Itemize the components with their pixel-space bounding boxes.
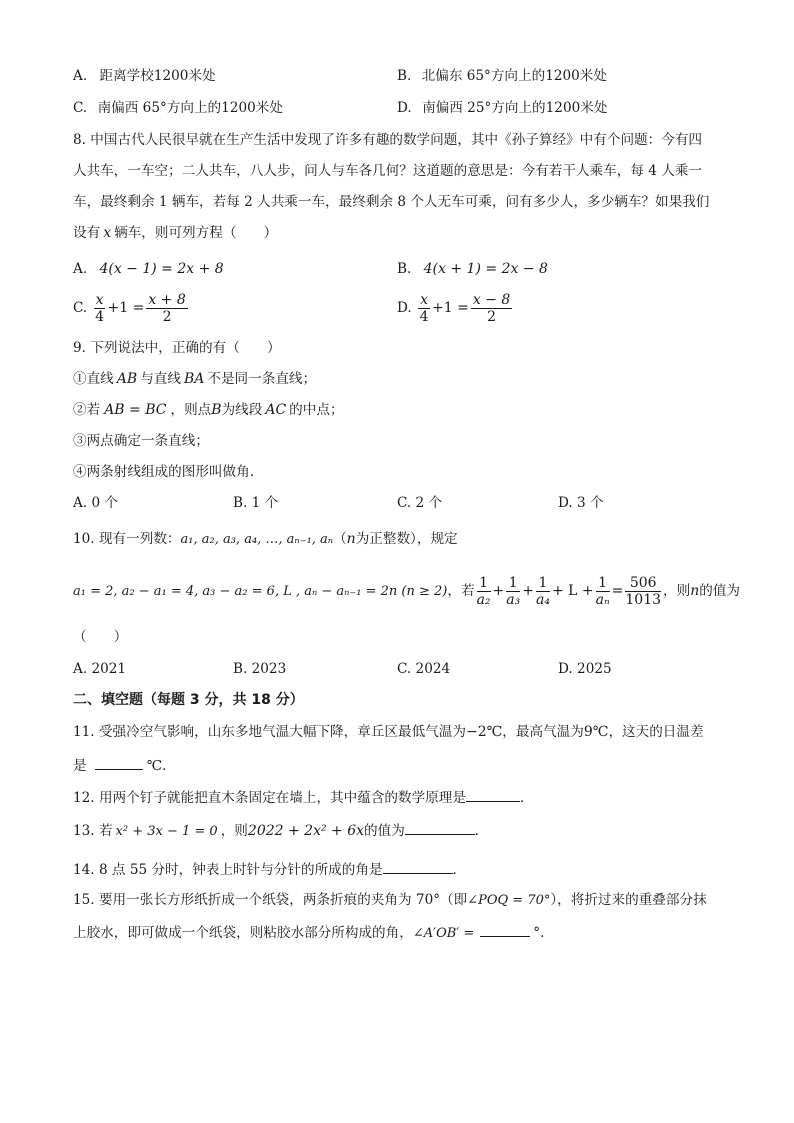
option-label: A. <box>73 68 88 84</box>
q7-option-b <box>397 67 607 85</box>
q10-option-d: D. 2025 <box>558 661 612 677</box>
fraction: $\frac{1}{\text{a₄}}$ <box>535 575 550 608</box>
answer-blank[interactable] <box>383 859 453 874</box>
answer-blank[interactable] <box>466 787 520 802</box>
q14-line: 14. 8 点 55 分时，钟表上时针与分针的所成的角是 ． <box>73 859 466 879</box>
q8-stem-line-1: 8. 中国古代人民很早就在生产生活中发现了许多有趣的数学问题，其中《孙子算经》中有个问题：今有四 <box>73 132 703 148</box>
q8-stem-line-4 <box>73 224 277 242</box>
fraction: $\frac{1}{\text{a₂}}$ <box>476 575 491 608</box>
option-label: B. <box>397 261 412 277</box>
q9-option-a: A. 0 个 <box>73 495 119 511</box>
q10-stem: 10. 现有一列数：a₁, a₂, a₃, a₄, …, aₙ₋₁, aₙ（n为正整数），规定 <box>73 531 458 547</box>
q10-option-c: C. 2024 <box>397 661 451 677</box>
fraction: $\frac{x + 8}{2}$ <box>148 292 186 325</box>
equation-part: +1 = <box>431 300 469 316</box>
option-label: D. <box>397 100 412 116</box>
q10-paren: （ ） <box>73 629 128 645</box>
answer-blank[interactable] <box>405 820 475 835</box>
q8-stem-line-2: 人共车，一车空；二人共车，八人步，问人与车各几何？这道题的意思是：今有若干人乘车，每 4 人乘一 <box>73 163 703 179</box>
fraction: $\frac{x}{4}$ <box>95 292 104 325</box>
fraction: $\frac{1}{\text{a₃}}$ <box>506 575 521 608</box>
variable: x <box>103 225 112 241</box>
q15-line-2: 上胶水，即可做成一个纸袋，则粘胶水部分所构成的角，∠A′OB′ = °. <box>73 922 544 943</box>
fraction: $\frac{x - 8}{2}$ <box>472 292 511 325</box>
text: 设有 <box>73 225 101 241</box>
q10-option-b: B. 2023 <box>233 661 287 677</box>
q8-option-c <box>73 292 190 325</box>
q8-option-a <box>73 260 224 278</box>
q9-statement-2: ②若 AB = BC ，则点B为线段 AC 的中点； <box>73 402 344 418</box>
answer-blank[interactable] <box>95 755 143 770</box>
text: 辆车，则可列方程（ ） <box>114 225 278 241</box>
q11-line-2: 是 ℃. <box>73 755 166 775</box>
equation: 4(x − 1) = 2x + 8 <box>99 261 224 277</box>
q8-option-d <box>397 292 514 325</box>
q12-line: 12. 用两个钉子就能把直木条固定在墙上，其中蕴含的数学原理是 ． <box>73 787 534 807</box>
q7-option-d <box>397 99 607 117</box>
option-text: 南偏西 65°方向上的1200米处 <box>97 100 283 116</box>
q9-option-b: B. 1 个 <box>233 495 279 511</box>
q15-line-1: 15. 要用一张长方形纸折成一个纸袋，两条折痕的夹角为 70°（即∠POQ = 70°），将折过来的重叠部分抹 <box>73 892 707 908</box>
section-title: 二、填空题（每题 3 分，共 18 分） <box>73 692 304 708</box>
q7-option-c <box>73 99 283 117</box>
q8-stem-line-3: 车，最终剩余 1 辆车，若每 2 人共乘一车，最终剩余 8 个人无车可乘，问有多少人，多少辆车？如果我们 <box>73 194 710 210</box>
q9-statement-1: ①直线 AB 与直线 BA 不是同一条直线； <box>73 371 317 387</box>
fraction: $\frac{1}{\text{aₙ}}$ <box>595 575 610 608</box>
option-text: 距离学校1200米处 <box>99 68 216 84</box>
equation-part: +1 = <box>107 300 145 316</box>
q8-option-b <box>397 260 548 278</box>
q7-option-a <box>73 67 216 85</box>
q9-statement-4: ④两条射线组成的图形叫做角． <box>73 464 264 480</box>
option-label: C. <box>73 300 88 316</box>
answer-blank[interactable] <box>480 922 530 937</box>
q9-statement-3: ③两点确定一条直线； <box>73 433 209 449</box>
equation: 4(x + 1) = 2x − 8 <box>423 261 548 277</box>
fraction: $\frac{x}{4}$ <box>419 292 429 325</box>
q10-option-a: A. 2021 <box>73 661 127 677</box>
q9-stem: 9. 下列说法中，正确的有（ ） <box>73 340 281 356</box>
option-label: B. <box>397 68 412 84</box>
recurrence: a₁ = 2, a₂ − a₁ = 4, a₃ − a₂ = 6, L , aₙ − aₙ₋₁ = 2n (n ≥ 2) <box>73 584 448 599</box>
q9-option-c: C. 2 个 <box>397 495 443 511</box>
q13-line: 13. 若 x² + 3x − 1 = 0 ，则2022 + 2x² + 6x的值为 ． <box>73 820 488 841</box>
option-text: 南偏西 25°方向上的1200米处 <box>422 100 608 116</box>
q10-condition: a₁ = 2, a₂ − a₁ = 4, a₃ − a₂ = 6, L , aₙ − aₙ₋₁ = 2n (n ≥ 2)，若 $\frac{1}{\text{a₂}}$ + $\frac{1}{\text{a₃}}$ + $\frac{1}{\text{a₄}}$ + L + $\frac{1}{\text{aₙ}}$ = $\frac{506}{1013}$ ，则n的值为 <box>73 575 741 608</box>
q11-line-1: 11. 受强冷空气影响，山东多地气温大幅下降，章丘区最低气温为−2℃，最高气温为9℃，这天的日温差 <box>73 724 704 740</box>
option-label: A. <box>73 261 88 277</box>
option-text: 北偏东 65°方向上的1200米处 <box>421 68 607 84</box>
q9-option-d: D. 3 个 <box>558 495 604 511</box>
option-label: D. <box>397 300 412 316</box>
option-label: C. <box>73 100 88 116</box>
fraction: $\frac{506}{1013}$ <box>625 575 662 608</box>
